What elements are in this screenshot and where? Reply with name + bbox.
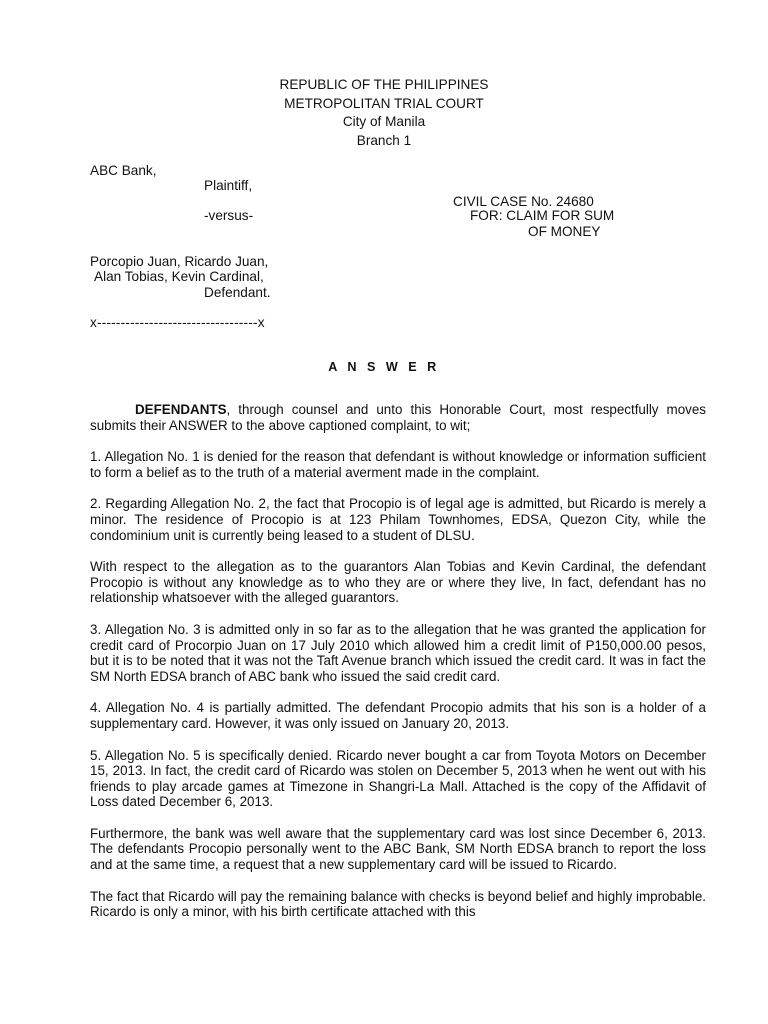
intro-text: , through counsel and unto this Honorable Court, most respectfully moves submits their ANSWER to the above captioned complaint, to wit; [90,402,706,433]
document-title: A N S W E R [328,360,440,374]
case-nature-line1: FOR: CLAIM FOR SUM [470,208,615,223]
paragraph-allegation-4: 4. Allegation No. 4 is partially admitted. The defendant Procopio admits that his son is a holder of a supplementary card. However, it was only issued on January 20, 2013. [90,700,706,731]
paragraph-guarantors: With respect to the allegation as to the guarantors Alan Tobias and Kevin Cardinal, the defendant Procopio is without any knowledge as to who they are or where they live, In fact, defendant has no relationship whatsoever with the alleged guarantors. [90,559,706,606]
paragraph-allegation-5: 5. Allegation No. 5 is specifically denied. Ricardo never bought a car from Toyota Motors on December 15, 2013. In fact, the credit card of Ricardo was stolen on December 5, 2013 when he went out with his friends to play arcade games at Timezone in Shangri-La Mall. Attached is the copy of the Affidavit of Loss dated December 6, 2013. [90,747,706,810]
intro-paragraph [90,402,706,433]
case-nature-line2: OF MONEY [528,224,601,239]
court-header [0,76,768,150]
paragraph-checks: The fact that Ricardo will pay the remaining balance with checks is beyond belief and highly improbable. Ricardo is only a minor, with his birth certificate attached with this [90,888,706,920]
case-number: CIVIL CASE No. 24680 [453,194,594,209]
plaintiff-role: Plaintiff, [204,178,253,193]
paragraph-allegation-2: 2. Regarding Allegation No. 2, the fact that Procopio is of legal age is admitted, but Ricardo is merely a minor. The residence of Procopio is at 123 Philam Townhomes, EDSA, Quezon City, while the condominium unit is currently being leased to a student of DLSU. [90,496,706,543]
paragraph-furthermore: Furthermore, the bank was well aware that the supplementary card was lost since December 6, 2013. The defendants Procopio personally went to the ABC Bank, SM North EDSA branch to report the loss and at the same time, a request that a new supplementary card will be issued to Ricardo. [90,825,706,873]
caption-separator: x----------------------------------x [90,315,265,330]
header-court: METROPOLITAN TRIAL COURT [284,95,484,111]
defendants-line1: Porcopio Juan, Ricardo Juan, [90,254,269,269]
header-city: City of Manila [342,114,426,130]
intro-lead: DEFENDANTS [135,402,227,417]
plaintiff-name: ABC Bank, [90,163,157,178]
answer-body [90,402,706,936]
defendants-line2: Alan Tobias, Kevin Cardinal, [94,269,264,284]
header-branch: Branch 1 [356,132,412,148]
paragraph-allegation-1: 1. Allegation No. 1 is denied for the reason that defendant is without knowledge or information sufficient to form a belief as to the truth of a material averment made in the complaint. [90,449,706,480]
header-republic: REPUBLIC OF THE PHILIPPINES [279,77,489,92]
defendant-role: Defendant. [204,285,271,300]
paragraph-allegation-3: 3. Allegation No. 3 is admitted only in so far as to the allegation that he was granted the application for credit card of Procorpio Juan on 17 July 2010 which allowed him a credit limit of P150,000.00 pesos, but it is to be noted that it was not the Taft Avenue branch which issued the credit card. It was in fact the SM North EDSA branch of ABC bank who issued the said credit card. [90,621,706,684]
versus-label: -versus- [204,208,254,223]
